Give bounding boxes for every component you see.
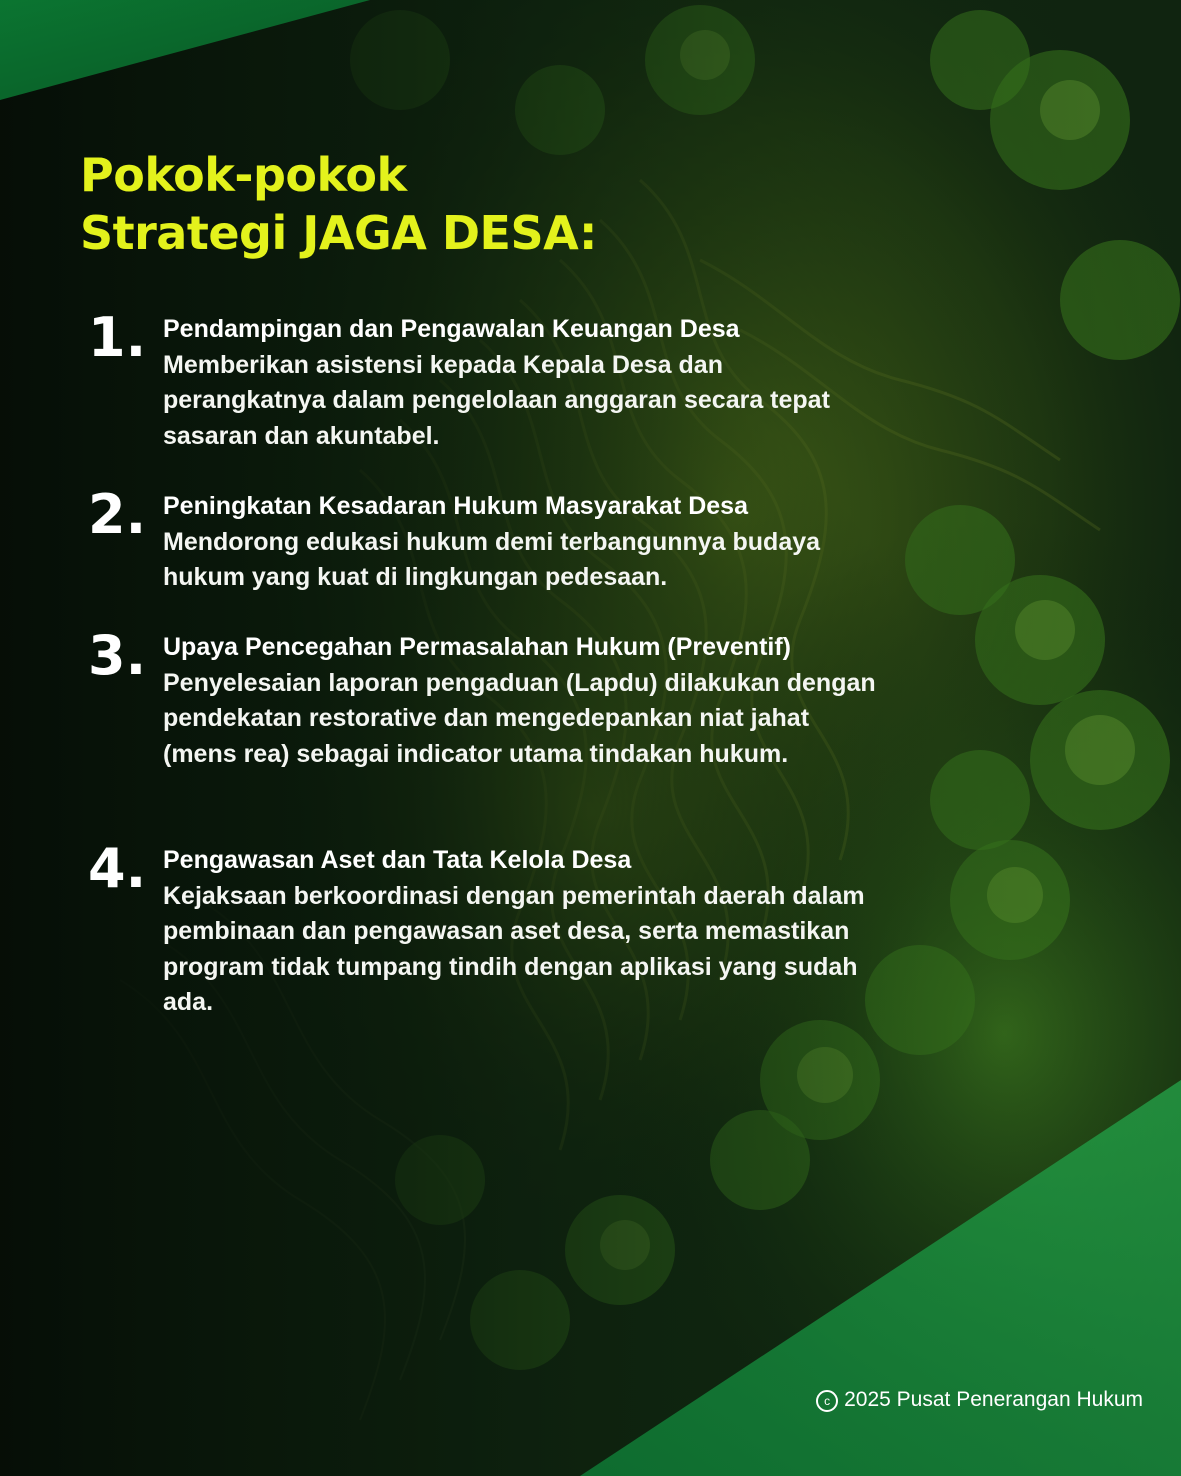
- item-heading: Upaya Pencegahan Permasalahan Hukum (Preventif): [163, 633, 792, 661]
- item-number: 3.: [88, 624, 147, 687]
- copyright-footer: [816, 1386, 1143, 1414]
- item-number: 4.: [88, 837, 147, 900]
- item-description: Kejaksaan berkoordinasi dengan pemerintah daerah dalam pembinaan dan pengawasan aset desa, serta memastikan program tidak tumpang tindih dengan aplikasi yang sudah ada.: [163, 881, 865, 1016]
- item-heading: Peningkatan Kesadaran Hukum Masyarakat Desa: [163, 492, 748, 520]
- item-description: Memberikan asistensi kepada Kepala Desa dan perangkatnya dalam pengelolaan anggaran secara tepat sasaran dan akuntabel.: [163, 350, 830, 450]
- item-number: 2.: [88, 483, 147, 546]
- title-line-1: Pokok-pokok: [80, 148, 407, 202]
- copyright-icon: c: [816, 1390, 838, 1412]
- copyright-text: 2025 Pusat Penerangan Hukum: [844, 1388, 1143, 1411]
- page-title: [80, 146, 597, 262]
- item-description: Mendorong edukasi hukum demi terbangunnya budaya hukum yang kuat di lingkungan pedesaan.: [163, 527, 821, 591]
- title-line-2: Strategi JAGA DESA:: [80, 206, 597, 260]
- item-heading: Pendampingan dan Pengawalan Keuangan Desa: [163, 315, 740, 343]
- item-description: Penyelesaian laporan pengaduan (Lapdu) dilakukan dengan pendekatan restorative dan mengedepankan niat jahat (mens rea) sebagai indicator utama tindakan hukum.: [163, 668, 876, 768]
- item-heading: Pengawasan Aset dan Tata Kelola Desa: [163, 846, 632, 874]
- item-number: 1.: [88, 306, 147, 369]
